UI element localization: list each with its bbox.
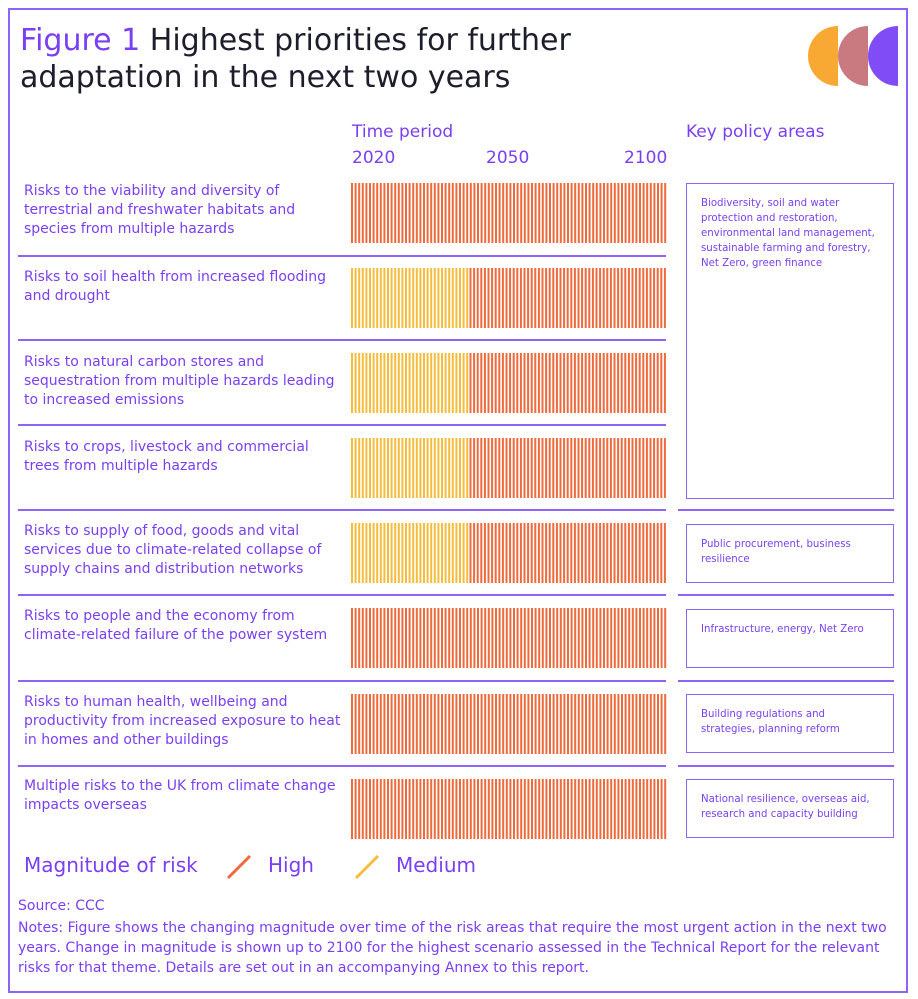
row-divider — [18, 509, 666, 511]
time-period-header: Time period — [352, 122, 454, 142]
policy-box: Building regulations and strategies, planning reform — [686, 694, 894, 753]
legend-label-medium: Medium — [396, 853, 476, 877]
policy-divider — [678, 594, 894, 596]
figure-number: Figure 1 — [20, 23, 141, 58]
policy-divider — [678, 509, 894, 511]
risk-segment-high — [470, 438, 666, 498]
risk-label: Risks to the viability and diversity of terrestrial and freshwater habitats and species from multiple hazards — [24, 183, 296, 237]
legend-label-high: High — [268, 853, 314, 877]
risk-segment-medium — [351, 523, 468, 583]
legend-swatch-high — [224, 852, 254, 882]
risk-label: Risks to human health, wellbeing and productivity from increased exposure to heat in homes and other buildings — [24, 694, 341, 748]
row-divider — [18, 765, 666, 767]
risk-bar — [350, 608, 668, 668]
policy-areas-header: Key policy areas — [686, 122, 825, 142]
risk-label: Risks to crops, livestock and commercial trees from multiple hazards — [24, 439, 309, 474]
notes-text: Notes: Figure shows the changing magnitude over time of the risk areas that require the most urgent action in the next two years. Change in magnitude is shown up to 2100 for the highest scenario assessed in the Technical Report for the relevant risks for that theme. Details are set out in an accompanying Annex to this report. — [18, 920, 887, 976]
risk-segment-high — [351, 694, 666, 754]
risk-bar — [350, 779, 668, 839]
risk-bar — [350, 438, 668, 498]
risk-bar — [350, 694, 668, 754]
policy-divider — [678, 680, 894, 682]
policy-box: Infrastructure, energy, Net Zero — [686, 609, 894, 668]
risk-segment-high — [470, 268, 666, 328]
risk-segment-high — [351, 779, 666, 839]
policy-box: Public procurement, business resilience — [686, 524, 894, 583]
ccc-logo — [804, 24, 900, 88]
risk-bar — [350, 353, 668, 413]
source-text: Source: CCC — [18, 898, 105, 914]
logo-rose-half-circle — [838, 26, 868, 86]
risk-label: Risks to natural carbon stores and sequestration from multiple hazards leading to increased emissions — [24, 354, 335, 408]
risk-bar — [350, 183, 668, 243]
risk-label: Risks to people and the economy from climate-related failure of the power system — [24, 608, 328, 643]
row-divider — [18, 255, 666, 257]
risk-bar — [350, 268, 668, 328]
row-divider — [18, 424, 666, 426]
logo-orange-half-circle — [808, 26, 838, 86]
policy-divider — [678, 765, 894, 767]
risk-label: Multiple risks to the UK from climate change impacts overseas — [24, 778, 336, 813]
risk-bar — [350, 523, 668, 583]
policy-box: Biodiversity, soil and water protection and restoration, environmental land management, sustainable farming and forestry, Net Zero, green finance — [686, 183, 894, 499]
x-tick-label: 2050 — [486, 148, 530, 168]
risk-segment-high — [470, 523, 666, 583]
risk-segment-high — [470, 353, 666, 413]
risk-segment-high — [351, 183, 666, 243]
risk-label: Risks to soil health from increased flooding and drought — [24, 269, 326, 304]
row-divider — [18, 594, 666, 596]
figure-title — [20, 22, 640, 96]
x-tick-label: 2020 — [352, 148, 396, 168]
x-tick-label: 2100 — [624, 148, 668, 168]
risk-segment-high — [351, 608, 666, 668]
risk-label: Risks to supply of food, goods and vital services due to climate-related collapse of supply chains and distribution networks — [24, 523, 322, 577]
risk-segment-medium — [351, 353, 468, 413]
legend-title: Magnitude of risk — [24, 853, 198, 877]
risk-segment-medium — [351, 268, 468, 328]
row-divider — [18, 339, 666, 341]
figure-frame — [8, 8, 908, 993]
legend-swatch-medium — [352, 852, 382, 882]
row-divider — [18, 680, 666, 682]
policy-box: National resilience, overseas aid, research and capacity building — [686, 779, 894, 838]
figure-title-text: Highest priorities for further adaptation in the next two years — [20, 23, 571, 95]
risk-segment-medium — [351, 438, 468, 498]
logo-purple-half-circle — [868, 26, 898, 86]
